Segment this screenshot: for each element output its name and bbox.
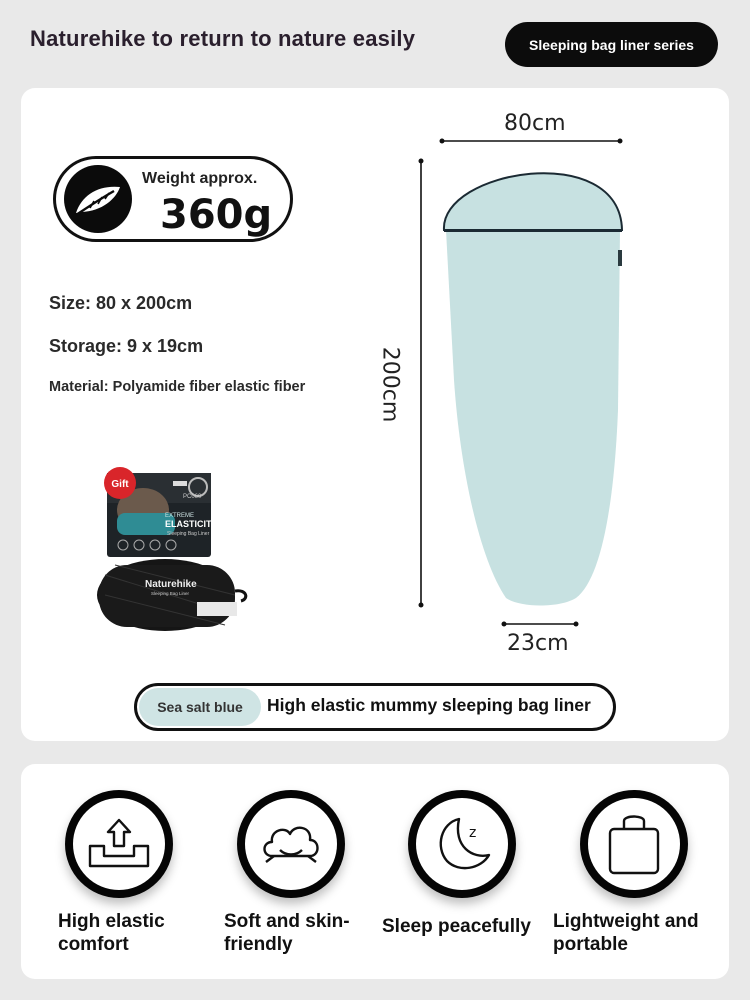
feature-label: Soft and skin- friendly: [224, 911, 350, 955]
liner-diagram: [380, 110, 640, 670]
svg-text:z: z: [469, 825, 477, 841]
spec-storage: Storage: 9 x 19cm: [49, 336, 204, 356]
weight-label: Weight approx.: [142, 170, 258, 187]
spec-size: Size: 80 x 200cm: [49, 293, 193, 313]
gift-label: Gift: [111, 479, 129, 490]
series-badge[interactable]: Sleeping bag liner series: [505, 22, 718, 67]
moon-icon: [416, 798, 508, 890]
pack-line3: Sleeping Bag Liner: [167, 531, 210, 537]
feather-icon: [64, 165, 132, 233]
bag-sub: Sleeping Bag Liner: [151, 591, 190, 596]
bag-icon: [588, 798, 680, 890]
bag-brand: Naturehike: [145, 579, 197, 590]
feature-label: Sleep peacefully: [382, 916, 531, 937]
color-option-description: High elastic mummy sleeping bag liner: [267, 695, 591, 715]
tray-arrow-icon: [73, 798, 165, 890]
spec-material: Material: Polyamide fiber elastic fiber: [49, 379, 306, 395]
liner-hood: [444, 173, 622, 230]
weight-value: 360g: [160, 192, 273, 238]
pack-line2: ELASTICITY: [165, 519, 218, 529]
pack-line1: EXTREME: [165, 513, 195, 519]
color-swatch-sea-salt-blue[interactable]: Sea salt blue: [139, 688, 261, 726]
foot-label: 23cm: [507, 631, 569, 656]
pack-code: PC060: [183, 494, 202, 500]
width-label: 80cm: [504, 111, 566, 136]
page-title: Naturehike to return to nature easily: [30, 26, 416, 51]
cloud-icon: [245, 798, 337, 890]
feature-label: Lightweight and portable: [553, 911, 699, 955]
weight-badge: [53, 156, 293, 242]
length-label: 200cm: [377, 346, 403, 423]
product-package-image: [95, 465, 250, 635]
feature-label: High elastic comfort: [58, 911, 165, 955]
liner-body: [446, 230, 620, 606]
color-option[interactable]: [134, 683, 616, 731]
